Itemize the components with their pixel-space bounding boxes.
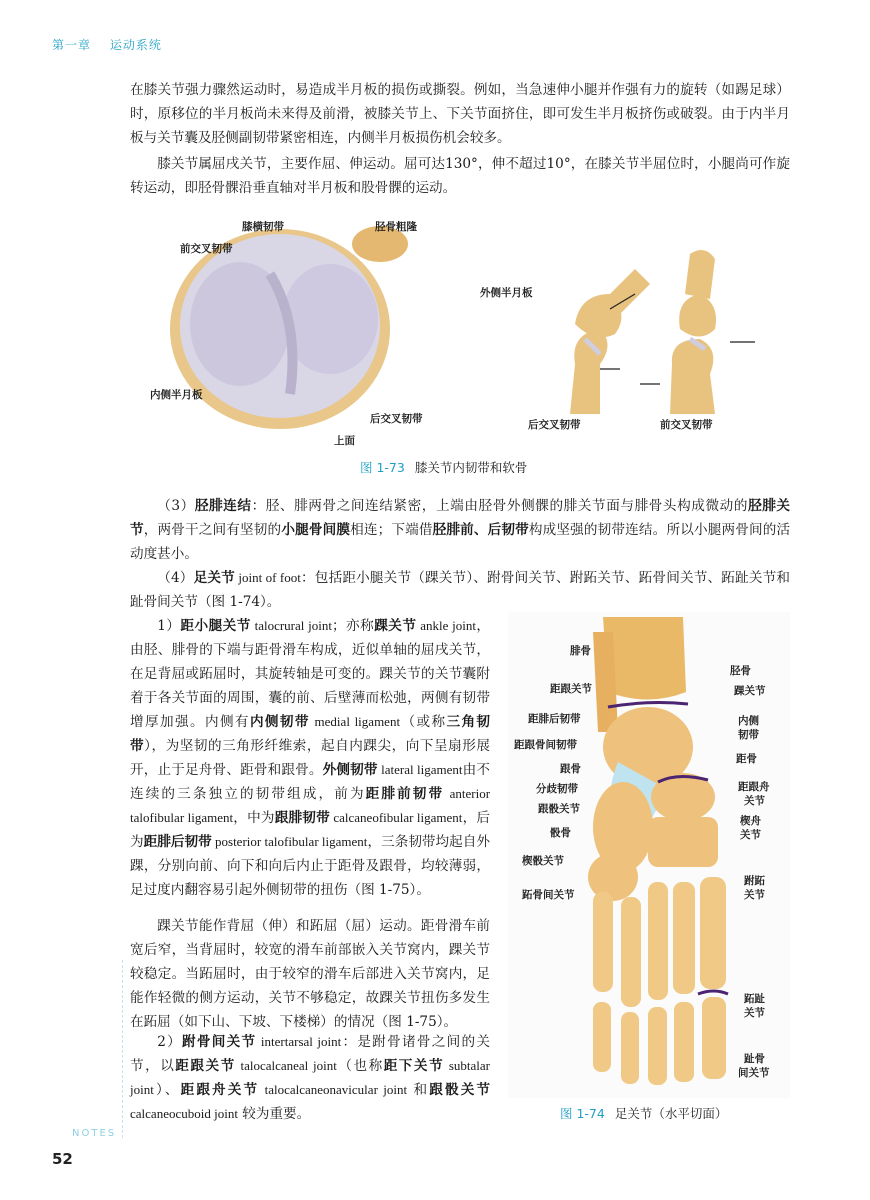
label-tibia: 胫骨 bbox=[730, 665, 751, 677]
label-ip-2: 间关节 bbox=[738, 1067, 770, 1079]
foot-illustration bbox=[508, 612, 790, 1098]
figure-1-73-caption bbox=[360, 458, 527, 476]
label-medial-ligament-2: 韧带 bbox=[738, 729, 759, 741]
figure-1-74 bbox=[508, 612, 790, 1102]
label-tibial-tuberosity: 胫骨粗隆 bbox=[375, 221, 417, 233]
label-talocalcaneal-joint: 距跟关节 bbox=[550, 683, 592, 695]
figure-1-74-title: 足关节（水平切面） bbox=[614, 1106, 728, 1121]
label-talocalcaneonavicular: 距跟舟 bbox=[738, 781, 770, 793]
label-tarsometatarsal-2: 关节 bbox=[744, 889, 765, 901]
label-calcaneocuboid: 跟骰关节 bbox=[538, 803, 580, 815]
label-posterior-talofibular: 距腓后韧带 bbox=[528, 713, 581, 725]
label-cuneonavicular-2: 关节 bbox=[740, 829, 761, 841]
intro-paragraph: 在膝关节强力骤然运动时，易造成半月板的损伤或撕裂。例如，当急速伸小腿并作强有力的旋转（如踢足球）时，原移位的半月板尚未来得及前滑，被膝关节上、下关节面挤住，即可发生半月板挤伤或破裂。由于内半月板与关节囊及胫侧副韧带紧密相连，内侧半月板损伤机会较多。 bbox=[130, 82, 790, 146]
label-talus: 距骨 bbox=[736, 753, 757, 765]
label-fibula: 腓骨 bbox=[570, 645, 591, 657]
label-interosseous-ligament: 距跟骨间韧带 bbox=[514, 739, 577, 751]
label-medial-ligament: 内侧 bbox=[738, 715, 759, 727]
cuboid-shape bbox=[588, 853, 638, 901]
label-ankle-joint: 踝关节 bbox=[734, 685, 766, 697]
figure-1-74-number: 图 1-74 bbox=[560, 1106, 605, 1121]
label-bifurcate-ligament: 分歧韧带 bbox=[536, 783, 578, 795]
tibiofibular-paragraph: （3）胫腓连结：胫、腓两骨之间连结紧密，上端由胫骨外侧髁的腓关节面与腓骨头构成微动的胫腓关节，两骨干之间有坚韧的小腿骨间膜相连；下端借胫腓前、后韧带构成坚强的韧带连结。所以小腿两骨间的活动度甚小。 bbox=[130, 498, 791, 562]
label-ip: 趾骨 bbox=[744, 1053, 765, 1065]
label-view: 上面 bbox=[334, 435, 355, 447]
ankle-paragraph: 1）距小腿关节 talocrural joint；亦称踝关节 ankle joint，由胫、腓骨的下端与距骨滑车构成，近似单轴的屈戌关节，在足背屈或跖屈时，其旋转轴是可变的。踝关节的关节囊附着于各关节面的周围，囊的前、后壁薄而松弛，两侧有韧带增厚加强。内侧有内侧韧带 medial ligament（或称三角韧带），为坚韧的三角形纤维索，起自内踝尖，向下呈扇形展开，止于足舟骨、距骨和跟骨。外侧韧带 lateral ligament由不连续的三条独立的韧带组成，前为距腓前韧带 anterior talofibular ligament，中为跟腓韧带 calcaneofibular ligament，后为距腓后韧带 posterior talofibular ligament，三条韧带均起自外踝，分别向前、向下和向后内止于距骨及跟骨，均较薄弱，足过度内翻容易引起外侧韧带的扭伤（图 1-75）。 bbox=[130, 618, 491, 898]
label-cuneocuboid: 楔骰关节 bbox=[522, 855, 564, 867]
label-calcaneus: 跟骨 bbox=[560, 763, 581, 775]
notes-rule bbox=[122, 960, 123, 1138]
label-acl-small: 前交叉韧带 bbox=[660, 419, 713, 431]
ankle-motion-paragraph: 踝关节能作背屈（伸）和跖屈（屈）运动。距骨滑车前宽后窄，当背屈时，较宽的滑车前部嵌入关节窝内，踝关节较稳定。当跖屈时，由于较窄的滑车后部进入关节窝内，足能作轻微的侧方运动，关节不够稳定，故踝关节扭伤多发生在跖屈（如下山、下坡、下楼梯）的情况（图 1-75）。 bbox=[130, 918, 490, 1030]
label-cuneonavicular: 楔舟 bbox=[740, 815, 761, 827]
figure-1-74-caption bbox=[560, 1104, 727, 1122]
knee-illustration bbox=[130, 214, 790, 454]
section-label: 运动系统 bbox=[109, 38, 162, 52]
label-lateral-meniscus: 外侧半月板 bbox=[480, 287, 533, 299]
page-number: 52 bbox=[52, 1150, 73, 1168]
knee-motion-right bbox=[640, 250, 755, 414]
figure-1-73-title: 膝关节内韧带和软骨 bbox=[414, 460, 528, 475]
knee-motion-paragraph: 膝关节属屈戌关节，主要作屈、伸运动。屈可达130°，伸不超过10°，在膝关节半屈位时，小腿尚可作旋转运动，即胫骨髁沿垂直轴对半月板和股骨髁的运动。 bbox=[130, 156, 790, 196]
label-medial-meniscus: 内侧半月板 bbox=[150, 389, 203, 401]
figure-1-73-number: 图 1-73 bbox=[360, 460, 405, 475]
label-transverse-ligament: 膝横韧带 bbox=[242, 221, 284, 233]
label-intermetatarsal: 跖骨间关节 bbox=[522, 889, 575, 901]
label-cuboid: 骰骨 bbox=[550, 827, 571, 839]
figure-1-73 bbox=[130, 214, 790, 458]
label-mtp: 跖趾 bbox=[744, 993, 765, 1005]
label-pcl: 后交叉韧带 bbox=[370, 413, 423, 425]
running-head bbox=[52, 36, 176, 53]
intertarsal-paragraph: 2）跗骨间关节 intertarsal joint：是跗骨诸骨之间的关节，以距跟关节 talocalcaneal joint（也称距下关节 subtalar joint）、距跟舟关节 talocalcaneonavicular joint 和跟骰关节 calcaneocuboid joint 较为重要。 bbox=[130, 1034, 491, 1122]
knee-motion-left bbox=[570, 269, 650, 414]
label-tarsometatarsal: 跗跖 bbox=[744, 875, 765, 887]
cuneiforms-shape bbox=[648, 817, 718, 867]
label-pcl-small: 后交叉韧带 bbox=[528, 419, 581, 431]
label-acl: 前交叉韧带 bbox=[180, 243, 233, 255]
foot-joint-paragraph: （4）足关节 joint of foot：包括距小腿关节（踝关节）、跗骨间关节、跗跖关节、跖骨间关节、跖趾关节和趾骨间关节（图 1-74）。 bbox=[130, 570, 791, 610]
chapter-label: 第一章 bbox=[52, 38, 92, 52]
label-talocalcaneonavicular-2: 关节 bbox=[744, 795, 765, 807]
notes-label: NOTES bbox=[72, 1128, 117, 1139]
label-mtp-2: 关节 bbox=[744, 1007, 765, 1019]
